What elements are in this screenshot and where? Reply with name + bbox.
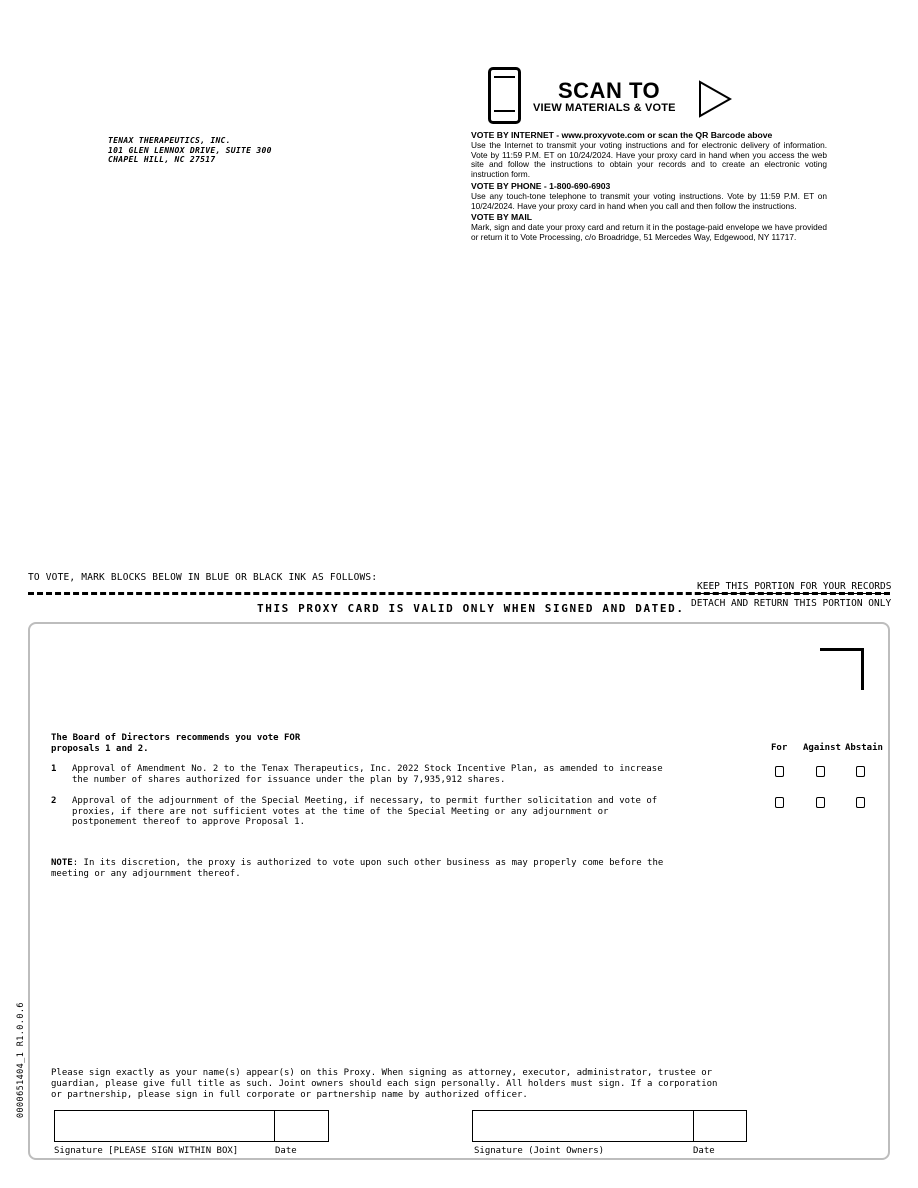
scan-subtitle: VIEW MATERIALS & VOTE: [533, 102, 676, 114]
column-against: Against: [803, 743, 841, 753]
board-rec-line2: proposals 1 and 2.: [51, 744, 149, 754]
proposal-2-abstain-checkbox[interactable]: [856, 797, 865, 808]
valid-notice: THIS PROXY CARD IS VALID ONLY WHEN SIGNED AND DATED.: [257, 602, 685, 615]
sign-line1: Please sign exactly as your name(s) appear(s) on this Proxy. When signing as attorney, executor, administrator, trustee or: [51, 1068, 713, 1078]
smartphone-icon: [488, 67, 521, 124]
company-address-line2: CHAPEL HILL, NC 27517: [108, 155, 216, 164]
proposal-2-line2: proxies, if there are not sufficient votes at the time of the Special Meeting or any adjournment or: [72, 806, 609, 817]
note-line2: meeting or any adjournment thereof.: [51, 869, 241, 879]
keep-portion-label: KEEP THIS PORTION FOR YOUR RECORDS: [697, 581, 892, 592]
joint-date-label: Date: [693, 1146, 715, 1156]
detach-portion-label: DETACH AND RETURN THIS PORTION ONLY: [691, 598, 892, 609]
note: [51, 858, 663, 880]
note-line1: : In its discretion, the proxy is authorized to vote upon such other business as may properly come before the: [72, 858, 664, 868]
vote-phone-heading: VOTE BY PHONE - 1-800-690-6903: [471, 180, 611, 191]
date-box[interactable]: [274, 1110, 329, 1142]
company-address-line1: 101 GLEN LENNOX DRIVE, SUITE 300: [108, 145, 272, 155]
scan-title: SCAN TO: [558, 78, 661, 103]
sign-line3: or partnership, please sign in full corporate or partnership name by authorized officer.: [51, 1090, 528, 1100]
board-recommendation: [51, 733, 300, 755]
proposal-2-text: [72, 796, 657, 828]
proposal-2-for-checkbox[interactable]: [775, 797, 784, 808]
signature-box[interactable]: [54, 1110, 275, 1142]
company-name: TENAX THERAPEUTICS, INC.: [108, 136, 231, 145]
vote-phone-text: Use any touch-tone telephone to transmit your voting instructions. Vote by 11:59 P.M. ET on 10/24/2024. Have your proxy card in hand when you call and then follow the instructions.: [471, 190, 827, 211]
date-label: Date: [275, 1146, 297, 1156]
signature-label: Signature [PLEASE SIGN WITHIN BOX]: [54, 1146, 239, 1156]
vote-instructions: [471, 129, 827, 243]
vote-mail-heading: VOTE BY MAIL: [471, 212, 532, 223]
proposal-1-line2: the number of shares authorized for issuance under the plan by 7,935,912 shares.: [72, 774, 506, 785]
proposal-2-against-checkbox[interactable]: [816, 797, 825, 808]
joint-signature-label: Signature (Joint Owners): [474, 1146, 605, 1156]
sign-instructions: [51, 1068, 717, 1101]
to-vote-instruction: TO VOTE, MARK BLOCKS BELOW IN BLUE OR BLACK INK AS FOLLOWS:: [28, 572, 378, 583]
sign-line2: guardian, please give full title as such. Joint owners should each sign personally. All holders must sign. If a corporation: [51, 1079, 718, 1089]
vote-internet-text: Use the Internet to transmit your voting instructions and for electronic delivery of information. Vote by 11:59 P.M. ET on 10/24/2024. Have your proxy card in hand when you access the web site and follow the instructions to obtain your records and to create an electronic voting instruction form.: [471, 139, 827, 180]
proposal-1-against-checkbox[interactable]: [816, 766, 825, 777]
vote-internet-heading: VOTE BY INTERNET - www.proxyvote.com or scan the QR Barcode above: [471, 130, 773, 140]
proposal-1-for-checkbox[interactable]: [775, 766, 784, 777]
column-abstain: Abstain: [845, 743, 883, 753]
board-rec-line1: The Board of Directors recommends you vote FOR: [51, 733, 301, 743]
proposal-2-line3: postponement thereof to approve Proposal 1.: [72, 817, 305, 827]
corner-mark: [820, 648, 864, 690]
column-for: For: [771, 743, 788, 753]
vote-mail-text: Mark, sign and date your proxy card and return it in the postage-paid envelope we have provided or return it to Vote Processing, c/o Broadridge, 51 Mercedes Way, Edgewood, NY 11717.: [471, 222, 827, 242]
joint-date-box[interactable]: [693, 1110, 747, 1142]
company-address: [108, 136, 272, 165]
play-arrow-icon: [698, 80, 732, 118]
proposal-2-number: 2: [51, 796, 57, 806]
detach-line: [28, 592, 890, 595]
proposal-1-line1: Approval of Amendment No. 2 to the Tenax Therapeutics, Inc. 2022 Stock Incentive Plan, as amended to increase: [72, 764, 663, 774]
proposal-1-abstain-checkbox[interactable]: [856, 766, 865, 777]
note-label: NOTE: [51, 858, 73, 868]
proposal-1-text: [72, 764, 663, 785]
side-code: 0000651404_1 R1.0.0.6: [16, 1002, 26, 1118]
proposal-1-number: 1: [51, 764, 57, 774]
proposal-2-line1: Approval of the adjournment of the Special Meeting, if necessary, to permit further solicitation and vote of: [72, 796, 658, 806]
joint-signature-box[interactable]: [472, 1110, 694, 1142]
